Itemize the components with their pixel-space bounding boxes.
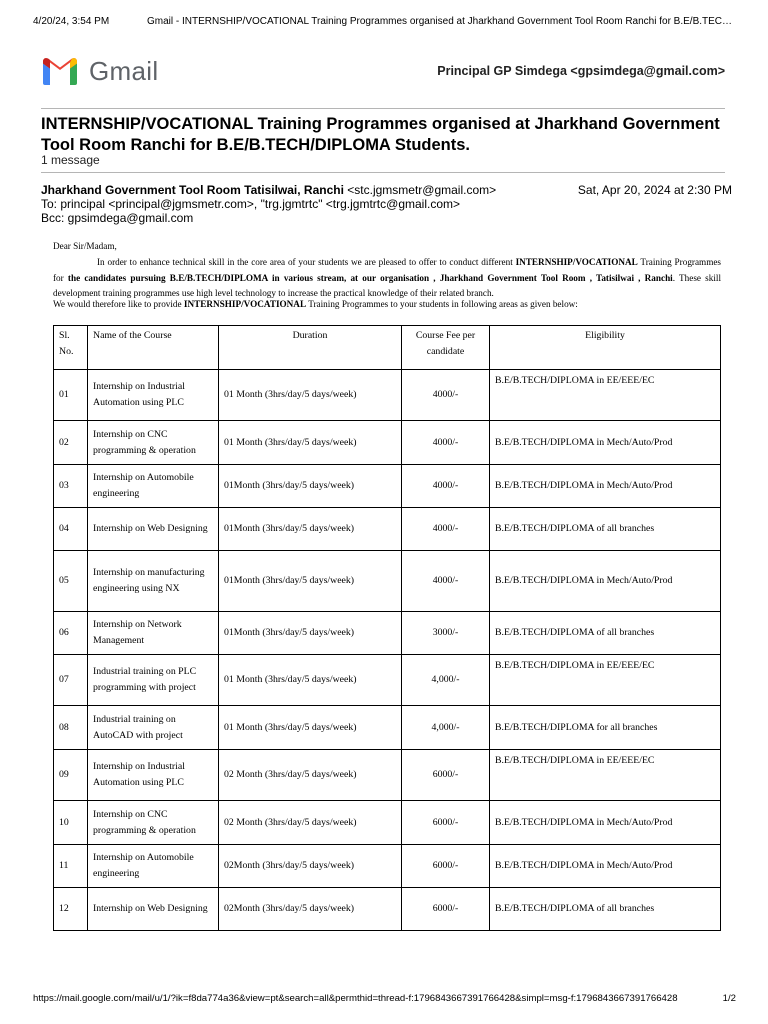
recipients-bcc: Bcc: gpsimdega@gmail.com [41,211,194,225]
table-row [54,612,721,655]
cell-sl: 09 [54,750,88,801]
cell-course: Internship on Automobile engineering [88,845,219,888]
gmail-m-icon [41,56,79,86]
cell-sl: 06 [54,612,88,655]
cell-sl: 12 [54,888,88,931]
table-row [54,465,721,508]
cell-duration: 02 Month (3hrs/day/5 days/week) [219,750,402,801]
cell-sl: 07 [54,655,88,706]
cell-course: Internship on Web Designing [88,508,219,551]
table-row [54,706,721,750]
table-row [54,655,721,706]
cell-duration: 01 Month (3hrs/day/5 days/week) [219,370,402,421]
cell-course: Industrial training on AutoCAD with project [88,706,219,750]
cell-course: Internship on Network Management [88,612,219,655]
cell-eligibility: B.E/B.TECH/DIPLOMA in Mech/Auto/Prod [490,421,721,465]
cell-duration: 01Month (3hrs/day/5 days/week) [219,465,402,508]
account-identity: Principal GP Simdega <gpsimdega@gmail.com> [437,64,725,78]
col-header-duration: Duration [219,326,402,370]
letter-text: . These skill development training programmes use high level technology to increase the practical knowledge of their related branch. [53,272,721,298]
letter-text: Training Programmes for [53,257,721,283]
letter-emphasis: the candidates pursuing B.E/B.TECH/DIPLOMA in various stream, at our organisation , Jharkhand Government Tool Room , Tatisilwai , Ranchi [67,272,673,283]
print-title: Gmail - INTERNSHIP/VOCATIONAL Training Programmes organised at Jharkhand Government Tool Room Ranchi for B.E/B.TEC… [147,16,733,27]
cell-eligibility: B.E/B.TECH/DIPLOMA in EE/EEE/EC [490,750,721,801]
divider [41,108,725,109]
cell-fee: 4000/- [402,508,490,551]
cell-fee: 6000/- [402,845,490,888]
col-header-sl: Sl. No. [54,326,88,370]
col-header-fee: Course Fee per candidate [402,326,490,370]
cell-sl: 01 [54,370,88,421]
message-count: 1 message [41,153,100,167]
cell-duration: 01Month (3hrs/day/5 days/week) [219,612,402,655]
cell-sl: 04 [54,508,88,551]
table-row [54,421,721,465]
sender-name: Jharkhand Government Tool Room Tatisilwai, Ranchi [41,183,344,197]
cell-fee: 4000/- [402,465,490,508]
table-row [54,551,721,612]
cell-course: Industrial training on PLC programming with project [88,655,219,706]
cell-course: Internship on Industrial Automation using PLC [88,370,219,421]
cell-fee: 6000/- [402,888,490,931]
cell-fee: 6000/- [402,750,490,801]
table-row [54,370,721,421]
cell-course: Internship on Industrial Automation using PLC [88,750,219,801]
sender-line [41,183,496,197]
cell-duration: 02Month (3hrs/day/5 days/week) [219,845,402,888]
print-timestamp: 4/20/24, 3:54 PM [33,16,110,27]
cell-sl: 11 [54,845,88,888]
cell-duration: 01 Month (3hrs/day/5 days/week) [219,421,402,465]
print-footer-url: https://mail.google.com/mail/u/1/?ik=f8da774a36&view=pt&search=all&permthid=thread-f:1796843667391766428&simpl=msg-f:1796843667391766428 [33,993,678,1004]
recipients-to: To: principal <principal@jgmsmetr.com>, "trg.jgmtrtc" <trg.jgmtrtc@gmail.com> [41,197,461,211]
table-row [54,508,721,551]
cell-fee: 4000/- [402,370,490,421]
cell-sl: 02 [54,421,88,465]
letter-intro-line [53,299,721,309]
cell-course: Internship on Web Designing [88,888,219,931]
letter-text: In order to enhance technical skill in the core area of your students we are pleased to offer to conduct different [97,257,516,267]
sender-email[interactable]: <stc.jgmsmetr@gmail.com> [343,183,497,197]
cell-eligibility: B.E/B.TECH/DIPLOMA in EE/EEE/EC [490,655,721,706]
cell-sl: 05 [54,551,88,612]
cell-eligibility: B.E/B.TECH/DIPLOMA in Mech/Auto/Prod [490,551,721,612]
table-row [54,845,721,888]
cell-sl: 03 [54,465,88,508]
courses-table [53,325,721,931]
print-footer-page: 1/2 [722,993,736,1004]
letter-text: We would therefore like to provide [53,299,184,309]
letter-emphasis: INTERNSHIP/VOCATIONAL [183,299,307,309]
print-header [33,16,736,30]
cell-duration: 01 Month (3hrs/day/5 days/week) [219,706,402,750]
cell-duration: 02Month (3hrs/day/5 days/week) [219,888,402,931]
table-row [54,888,721,931]
letter-text: Training Programmes to your students in following areas as given below: [306,299,578,309]
cell-fee: 4,000/- [402,655,490,706]
cell-fee: 4,000/- [402,706,490,750]
table-row [54,801,721,845]
cell-eligibility: B.E/B.TECH/DIPLOMA in EE/EEE/EC [490,370,721,421]
gmail-wordmark: Gmail [89,56,159,86]
message-date: Sat, Apr 20, 2024 at 2:30 PM [577,183,732,197]
cell-sl: 08 [54,706,88,750]
table-header-row [54,326,721,370]
col-header-name: Name of the Course [88,326,219,370]
cell-eligibility: B.E/B.TECH/DIPLOMA of all branches [490,612,721,655]
letter-emphasis: INTERNSHIP/VOCATIONAL [515,257,638,267]
cell-duration: 01Month (3hrs/day/5 days/week) [219,551,402,612]
cell-fee: 4000/- [402,551,490,612]
cell-fee: 6000/- [402,801,490,845]
cell-eligibility: B.E/B.TECH/DIPLOMA in Mech/Auto/Prod [490,845,721,888]
cell-eligibility: B.E/B.TECH/DIPLOMA for all branches [490,706,721,750]
cell-eligibility: B.E/B.TECH/DIPLOMA in Mech/Auto/Prod [490,801,721,845]
cell-course: Internship on CNC programming & operation [88,421,219,465]
cell-eligibility: B.E/B.TECH/DIPLOMA in Mech/Auto/Prod [490,465,721,508]
letter-salutation: Dear Sir/Madam, [53,241,117,251]
divider [41,172,725,173]
table-row [54,750,721,801]
cell-duration: 02 Month (3hrs/day/5 days/week) [219,801,402,845]
cell-sl: 10 [54,801,88,845]
col-header-eligibility: Eligibility [490,326,721,370]
cell-eligibility: B.E/B.TECH/DIPLOMA of all branches [490,508,721,551]
letter-body [53,255,721,302]
cell-duration: 01Month (3hrs/day/5 days/week) [219,508,402,551]
cell-duration: 01 Month (3hrs/day/5 days/week) [219,655,402,706]
cell-course: Internship on CNC programming & operation [88,801,219,845]
cell-eligibility: B.E/B.TECH/DIPLOMA of all branches [490,888,721,931]
cell-course: Internship on Automobile engineering [88,465,219,508]
email-subject: INTERNSHIP/VOCATIONAL Training Programmes organised at Jharkhand Government Tool Room Ranchi for B.E/B.TECH/DIPLOMA Students. [41,115,720,154]
cell-course: Internship on manufacturing engineering using NX [88,551,219,612]
cell-fee: 3000/- [402,612,490,655]
cell-fee: 4000/- [402,421,490,465]
